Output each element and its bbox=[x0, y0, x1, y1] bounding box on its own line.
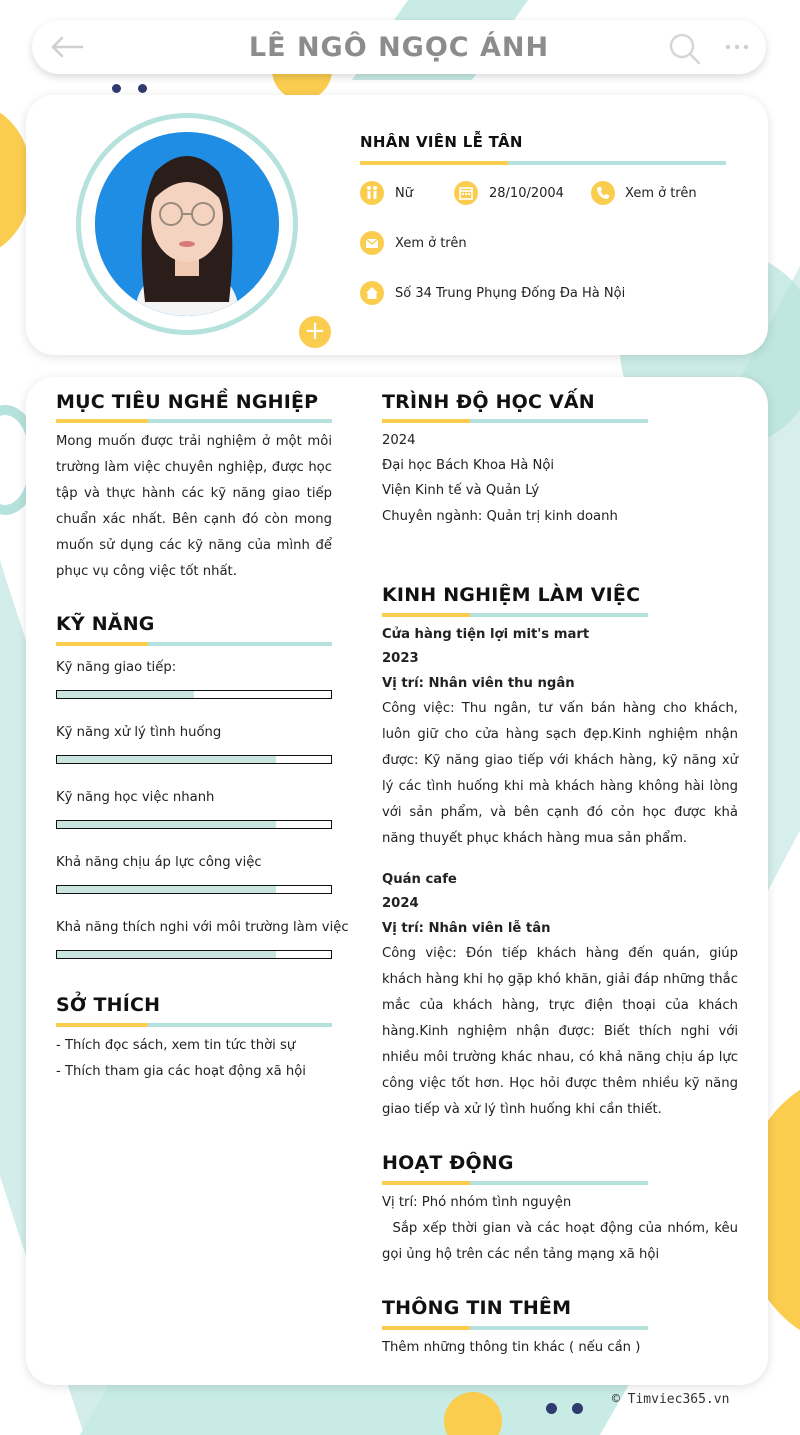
phone-icon bbox=[591, 181, 615, 205]
objective-underline bbox=[56, 419, 332, 423]
skills-title: KỸ NĂNG bbox=[56, 613, 155, 635]
main-content-card bbox=[26, 377, 768, 1385]
skill-progress-fill bbox=[57, 756, 276, 763]
skill-progress-bar bbox=[56, 690, 332, 699]
activity-position: Vị trí: Phó nhóm tình nguyện bbox=[382, 1195, 572, 1210]
skill-label: Kỹ năng giao tiếp: bbox=[56, 660, 177, 675]
activity-description: Sắp xếp thời gian và các hoạt động của nhóm, kêu gọi ủng hộ trên các nền tảng mạng xã hội bbox=[382, 1221, 743, 1262]
education-major: Chuyên ngành: Quản trị kinh doanh bbox=[382, 509, 618, 524]
skill-progress-fill bbox=[57, 821, 276, 828]
skill-progress-bar bbox=[56, 950, 332, 959]
job-company: Cửa hàng tiện lợi mit's mart bbox=[382, 627, 590, 642]
skill-progress-fill bbox=[57, 951, 276, 958]
activities-title: HOẠT ĐỘNG bbox=[382, 1152, 514, 1174]
add-photo-button[interactable]: + bbox=[297, 314, 333, 350]
top-bar bbox=[32, 20, 766, 74]
email-icon bbox=[360, 231, 384, 255]
skill-progress-bar bbox=[56, 755, 332, 764]
job-company: Quán cafe bbox=[382, 872, 457, 887]
calendar-icon bbox=[454, 181, 478, 205]
extra-info-text: Thêm những thông tin khác ( nếu cần ) bbox=[382, 1340, 641, 1355]
profile-card bbox=[26, 95, 768, 355]
skill-label: Kỹ năng học việc nhanh bbox=[56, 790, 215, 805]
skills-underline bbox=[56, 642, 332, 646]
home-icon bbox=[360, 281, 384, 305]
extra-info-underline bbox=[382, 1326, 648, 1330]
job-title-underline bbox=[360, 161, 726, 165]
job-position: Vị trí: Nhân viên lễ tân bbox=[382, 921, 551, 936]
address-value: Số 34 Trung Phụng Đống Đa Hà Nội bbox=[395, 286, 626, 301]
dob-value: 28/10/2004 bbox=[489, 186, 564, 201]
more-options-icon[interactable] bbox=[722, 36, 752, 58]
education-underline bbox=[382, 419, 648, 423]
avatar bbox=[95, 132, 279, 316]
job-position: Vị trí: Nhân viên thu ngân bbox=[382, 676, 575, 691]
skill-label: Khả năng chịu áp lực công việc bbox=[56, 855, 262, 870]
job-description: Công việc: Thu ngân, tư vấn bán hàng cho khách, luôn giữ cho cửa hàng sạch đẹp.Kinh nghiệm nhận được: Kỹ năng giao tiếp với khách hàng, kỹ năng xử lý các tình huống khi mà khách hàng không hài lòng với sản phẩm, và bên cạnh đó cỏn học được khả năng thuyết phục khách hàng mua sản phẩm. bbox=[382, 701, 738, 846]
skill-progress-bar bbox=[56, 885, 332, 894]
hobbies-underline bbox=[56, 1023, 332, 1027]
search-icon[interactable] bbox=[668, 32, 702, 66]
education-title: TRÌNH ĐỘ HỌC VẤN bbox=[382, 391, 595, 413]
education-year: 2024 bbox=[382, 433, 416, 448]
job-description: Công việc: Đón tiếp khách hàng đến quán, giúp khách hàng khi họ gặp khó khăn, giải đáp những thắc mắc của khách hàng, trực điện thoại của khách hàng.Kinh nghiệm nhận được: Biết thích nghi với nhiều môi trường khác nhau, có khả năng chịu áp lực công việc tốt hơn. Học hỏi được thêm nhiều kỹ năng giao tiếp và xử lý tình huống khi cần thiết. bbox=[382, 946, 738, 1117]
skill-label: Khả năng thích nghi với môi trường làm việc bbox=[56, 920, 349, 935]
email-value: Xem ở trên bbox=[395, 236, 467, 251]
hobbies-title: SỞ THÍCH bbox=[56, 994, 161, 1016]
hobby-item: - Thích tham gia các hoạt động xã hội bbox=[56, 1064, 306, 1079]
job-title: NHÂN VIÊN LỄ TÂN bbox=[360, 133, 523, 151]
objective-title: MỤC TIÊU NGHỀ NGHIỆP bbox=[56, 391, 319, 413]
skill-progress-fill bbox=[57, 691, 194, 698]
candidate-name: LÊ NGÔ NGỌC ÁNH bbox=[248, 32, 550, 63]
gender-icon bbox=[360, 181, 384, 205]
education-faculty: Viện Kinh tế và Quản Lý bbox=[382, 483, 540, 498]
skill-progress-bar bbox=[56, 820, 332, 829]
objective-text: Mong muốn được trải nghiệm ở một môi trường làm việc chuyên nghiệp, được học tập và thực hành các kỹ năng giao tiếp chuẩn xác nhất. Bên cạnh đó còn mong muốn sử dụng các kỹ năng của mình để phục vụ công việc tốt nhất. bbox=[56, 434, 332, 579]
experience-underline bbox=[382, 613, 648, 617]
hobby-item: - Thích đọc sách, xem tin tức thời sự bbox=[56, 1038, 296, 1053]
skill-label: Kỹ năng xử lý tình huống bbox=[56, 725, 222, 740]
activities-underline bbox=[382, 1181, 648, 1185]
footer-credit: © Timviec365.vn bbox=[612, 1392, 730, 1407]
job-year: 2023 bbox=[382, 651, 419, 666]
experience-title: KINH NGHIỆM LÀM VIỆC bbox=[382, 584, 641, 606]
extra-info-title: THÔNG TIN THÊM bbox=[382, 1297, 572, 1319]
phone-value: Xem ở trên bbox=[625, 186, 697, 201]
skill-progress-fill bbox=[57, 886, 276, 893]
gender-value: Nữ bbox=[395, 186, 413, 201]
job-year: 2024 bbox=[382, 896, 419, 911]
education-school: Đại học Bách Khoa Hà Nội bbox=[382, 458, 555, 473]
avatar-frame bbox=[76, 113, 326, 346]
